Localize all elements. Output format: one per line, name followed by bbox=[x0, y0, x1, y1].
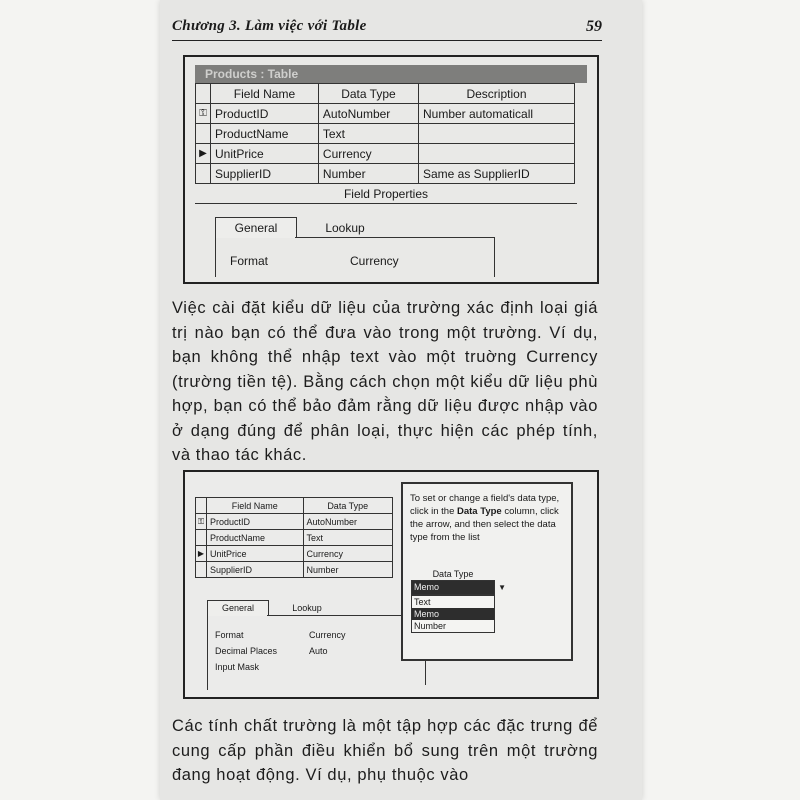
callout-text bbox=[410, 492, 570, 544]
field-name-cell[interactable]: ProductID bbox=[207, 514, 304, 530]
table-row[interactable] bbox=[196, 546, 393, 562]
tab-general[interactable]: General bbox=[215, 217, 297, 238]
field-name-cell[interactable]: SupplierID bbox=[207, 562, 304, 578]
figure-table-design-2 bbox=[183, 470, 599, 699]
tab-lookup[interactable]: Lookup bbox=[292, 603, 322, 613]
page-header bbox=[172, 18, 602, 40]
data-type-cell[interactable]: Number bbox=[318, 164, 418, 184]
panel-border bbox=[215, 237, 216, 277]
tab-divider bbox=[267, 615, 402, 616]
data-type-cell[interactable]: AutoNumber bbox=[318, 104, 418, 124]
field-grid bbox=[195, 497, 393, 578]
column-header-field-name: Field Name bbox=[207, 498, 304, 514]
header-rule bbox=[172, 40, 602, 41]
table-row[interactable] bbox=[196, 124, 575, 144]
column-header-field-name: Field Name bbox=[211, 84, 319, 104]
field-name-cell[interactable]: ProductID bbox=[211, 104, 319, 124]
dropdown-label: Data Type bbox=[432, 569, 474, 579]
table-row[interactable] bbox=[196, 530, 393, 546]
property-value[interactable]: Currency bbox=[350, 254, 399, 268]
callout-line: column, click the arrow, and then select the data type from the list bbox=[410, 506, 559, 543]
row-selector[interactable] bbox=[196, 530, 207, 546]
tab-divider bbox=[295, 237, 495, 238]
dropdown-arrow-icon[interactable]: ▼ bbox=[498, 583, 506, 592]
data-type-cell[interactable]: Number bbox=[303, 562, 393, 578]
data-type-cell[interactable]: Currency bbox=[318, 144, 418, 164]
data-type-cell[interactable]: Text bbox=[303, 530, 393, 546]
window-titlebar: Products : Table bbox=[195, 65, 587, 83]
description-cell[interactable] bbox=[418, 144, 574, 164]
field-name-cell[interactable]: ProductName bbox=[207, 530, 304, 546]
field-name-cell[interactable]: UnitPrice bbox=[211, 144, 319, 164]
callout-bold: Data Type bbox=[457, 506, 502, 517]
chapter-title: Chương 3. Làm việc với Table bbox=[172, 18, 367, 34]
table-row[interactable] bbox=[196, 164, 575, 184]
field-grid bbox=[195, 83, 575, 184]
property-label: Format bbox=[230, 254, 269, 268]
primary-key-icon: ⚿ bbox=[196, 514, 207, 530]
figure-table-design-1 bbox=[183, 55, 599, 284]
current-row-arrow-icon: ▶ bbox=[196, 546, 207, 562]
property-value[interactable]: Auto bbox=[309, 646, 328, 656]
property-value[interactable]: Currency bbox=[309, 630, 346, 640]
row-selector[interactable] bbox=[196, 164, 211, 184]
current-row-arrow-icon: ▶ bbox=[196, 144, 211, 164]
row-selector[interactable] bbox=[196, 562, 207, 578]
dropdown-selected-value: Memo bbox=[414, 582, 440, 592]
column-header-description: Description bbox=[418, 84, 574, 104]
panel-border bbox=[494, 237, 495, 277]
description-cell[interactable]: Number automaticall bbox=[418, 104, 574, 124]
body-paragraph: Việc cài đặt kiểu dữ liệu của trường xác định loại giá trị nào bạn có thể đưa vào trong một trường. Ví dụ, bạn không thể nhập text vào một truờng Currency (trường tiền tệ). Bằng cách chọn một kiểu dữ liệu phù hợp, bạn có thể bảo đảm rằng dữ liệu được nhập vào ở dạng đúng để phân loại, thực hiện các phép tính, và thao tác khác. bbox=[172, 299, 598, 464]
column-header-data-type: Data Type bbox=[318, 84, 418, 104]
description-cell[interactable]: Same as SupplierID bbox=[418, 164, 574, 184]
panel-border bbox=[425, 660, 426, 685]
tab-general[interactable]: General bbox=[207, 600, 269, 616]
dropdown-option[interactable]: Number bbox=[414, 621, 447, 631]
table-row[interactable] bbox=[196, 144, 575, 164]
row-selector[interactable] bbox=[196, 124, 211, 144]
dropdown-option[interactable]: Text bbox=[414, 597, 431, 607]
description-cell[interactable] bbox=[418, 124, 574, 144]
table-row[interactable] bbox=[196, 514, 393, 530]
field-properties-label: Field Properties bbox=[195, 187, 577, 204]
dropdown-list bbox=[411, 595, 495, 633]
instruction-callout bbox=[401, 482, 573, 661]
dropdown-option-highlighted[interactable]: Memo bbox=[412, 608, 494, 620]
primary-key-icon: ⚿ bbox=[196, 104, 211, 124]
data-type-dropdown bbox=[411, 568, 506, 633]
data-type-cell[interactable]: Text bbox=[318, 124, 418, 144]
page-number: 59 bbox=[586, 18, 602, 35]
row-selector-header bbox=[196, 498, 207, 514]
field-name-cell[interactable]: SupplierID bbox=[211, 164, 319, 184]
dropdown-selected[interactable] bbox=[411, 580, 506, 595]
property-tabs bbox=[207, 600, 402, 690]
tab-lookup[interactable]: Lookup bbox=[325, 221, 365, 235]
property-label: Input Mask bbox=[215, 662, 260, 672]
callout-line: To set or change a field's data type, click in the bbox=[410, 493, 560, 517]
row-selector-header bbox=[196, 84, 211, 104]
body-paragraph: Các tính chất trường là một tập hợp các đặc trưng để cung cấp phần điều khiển bổ sung trên một trường đang hoạt động. Ví dụ, phụ thuộc vào bbox=[172, 717, 598, 784]
table-row[interactable] bbox=[196, 562, 393, 578]
table-row[interactable] bbox=[196, 104, 575, 124]
panel-border bbox=[207, 615, 208, 690]
property-label: Decimal Places bbox=[215, 646, 278, 656]
data-type-cell[interactable]: AutoNumber bbox=[303, 514, 393, 530]
property-label: Format bbox=[215, 630, 244, 640]
column-header-data-type: Data Type bbox=[303, 498, 393, 514]
property-tabs bbox=[215, 217, 505, 277]
field-name-cell[interactable]: ProductName bbox=[211, 124, 319, 144]
data-type-cell[interactable]: Currency bbox=[303, 546, 393, 562]
field-name-cell[interactable]: UnitPrice bbox=[207, 546, 304, 562]
